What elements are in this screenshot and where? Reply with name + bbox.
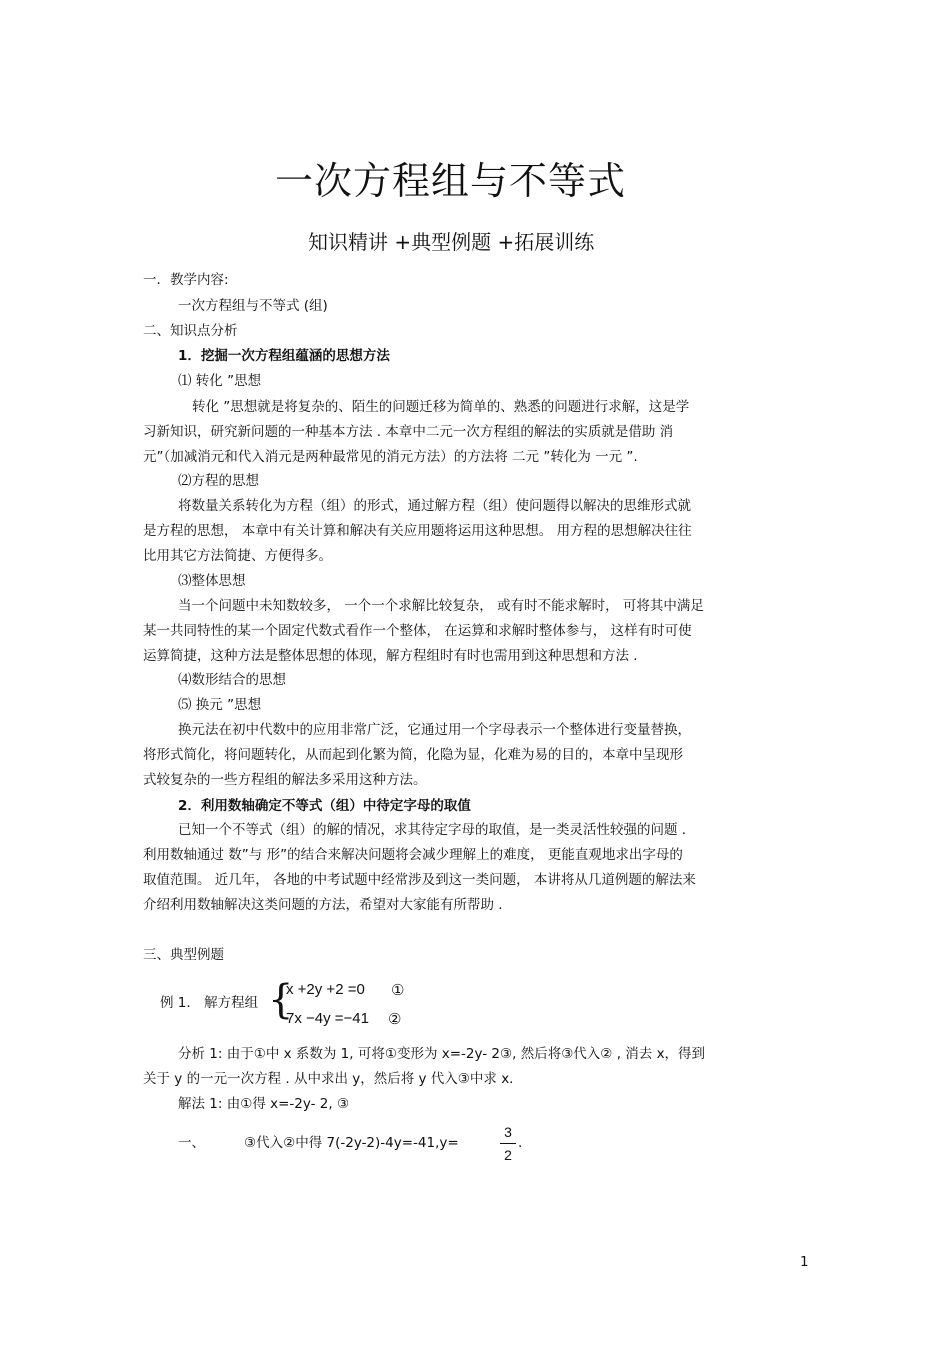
idea-2-line-1: 将数量关系转化为方程（组）的形式，通过解方程（组）使问题得以解决的思维形式就 xyxy=(178,498,691,514)
solution-line-2: ③代入②中得 7(-2y-2)-4y=-41,y= xyxy=(244,1135,459,1151)
idea-1-heading: ⑴ 转化 ”思想 xyxy=(178,373,262,389)
example-1-label: 例 1． 解方程组 xyxy=(160,995,259,1011)
idea-5-line-1: 换元法在初中代数中的应用非常广泛，它通过用一个字母表示一个整体进行变量替换， xyxy=(178,722,691,738)
page-number: 1 xyxy=(800,1254,809,1270)
idea-1-line-2: 习新知识，研究新问题的一种基本方法 . 本章中二元一次方程组的解法的实质就是借助 消 xyxy=(143,424,674,440)
equation-1-marker: ① xyxy=(391,982,405,999)
point-2-line-1: 已知一个不等式（组）的解的情况，求其待定字母的取值，是一类灵活性较强的问题 . xyxy=(178,822,687,838)
idea-4-heading: ⑷数形结合的思想 xyxy=(178,672,286,688)
section-3-heading: 三、典型例题 xyxy=(143,947,224,963)
idea-5-heading: ⑸ 换元 ”思想 xyxy=(178,697,262,713)
solution-line-2-end: . xyxy=(518,1135,523,1151)
equation-2-marker: ② xyxy=(388,1011,402,1028)
idea-1-line-3: 元”（加减消元和代入消元是两种最常见的消元方法）的方法将 二元 ”转化为 一元 ”. xyxy=(143,449,638,465)
fraction-denominator: 2 xyxy=(504,1147,512,1163)
section-2-heading: 二、知识点分析 xyxy=(143,323,238,339)
idea-3-line-2: 某一共同特性的某一个固定代数式看作一个整体， 在运算和求解时整体参与， 这样有时可使 xyxy=(143,623,692,639)
solution-line-1: 解法 1: 由①得 x=-2y- 2, ③ xyxy=(178,1096,350,1112)
equation-2: 7x −4y =−41 xyxy=(286,1010,369,1027)
idea-3-line-1: 当一个问题中未知数较多， 一个一个求解比较复杂， 或有时不能求解时， 可将其中满足 xyxy=(178,598,704,614)
point-2-line-4: 介绍利用数轴解决这类问题的方法，希望对大家能有所帮助 . xyxy=(143,897,503,913)
section-1-heading: 一．教学内容: xyxy=(143,272,229,288)
idea-2-heading: ⑵方程的思想 xyxy=(178,473,259,489)
analysis-line-2: 关于 y 的一元一次方程 . 从中求出 y，然后将 y 代入③中求 x. xyxy=(143,1071,514,1087)
point-2-title: 2．利用数轴确定不等式（组）中待定字母的取值 xyxy=(178,798,471,814)
idea-2-line-2: 是方程的思想， 本章中有关计算和解决有关应用题将运用这种思想。 用方程的思想解决往往 xyxy=(143,523,692,539)
idea-5-line-2: 将形式简化，将问题转化，从而起到化繁为简，化隐为显，化难为易的目的，本章中呈现形 xyxy=(143,747,683,763)
idea-3-heading: ⑶整体思想 xyxy=(178,573,246,589)
idea-2-line-3: 比用其它方法简捷、方便得多。 xyxy=(143,548,332,564)
equation-1: x +2y +2 =0 xyxy=(286,981,365,998)
equation-system-brace: { xyxy=(268,977,294,1023)
fraction-bar xyxy=(500,1143,516,1144)
point-1-title: 1．挖掘一次方程组蕴涵的思想方法 xyxy=(178,348,390,364)
point-2-line-2: 利用数轴通过 数”与 形”的结合来解决问题将会减少理解上的难度， 更能直观地求出字母的 xyxy=(143,847,683,863)
idea-1-line-1: 转化 ”思想就是将复杂的、陌生的问题迁移为简单的、熟悉的问题进行求解，这是学 xyxy=(192,399,690,415)
idea-3-line-3: 运算简捷，这种方法是整体思想的体现，解方程组时有时也需用到这种思想和方法 . xyxy=(143,648,638,664)
idea-5-line-3: 式较复杂的一些方程组的解法多采用这种方法。 xyxy=(143,772,427,788)
point-2-line-3: 取值范围。 近几年， 各地的中考试题中经常涉及到这一类问题， 本讲将从几道例题的解法来 xyxy=(143,872,696,888)
page-subtitle: 知识精讲 +典型例题 +拓展训练 xyxy=(308,230,595,254)
section-1-content: 一次方程组与不等式 (组) xyxy=(178,298,328,314)
page-title: 一次方程组与不等式 xyxy=(275,159,627,203)
analysis-line-1: 分析 1: 由于①中 x 系数为 1, 可将①变形为 x=-2y- 2③, 然后将③代入② , 消去 x，得到 xyxy=(178,1046,706,1062)
solution-step-label: 一、 xyxy=(178,1135,205,1151)
fraction-numerator: 3 xyxy=(504,1124,512,1140)
